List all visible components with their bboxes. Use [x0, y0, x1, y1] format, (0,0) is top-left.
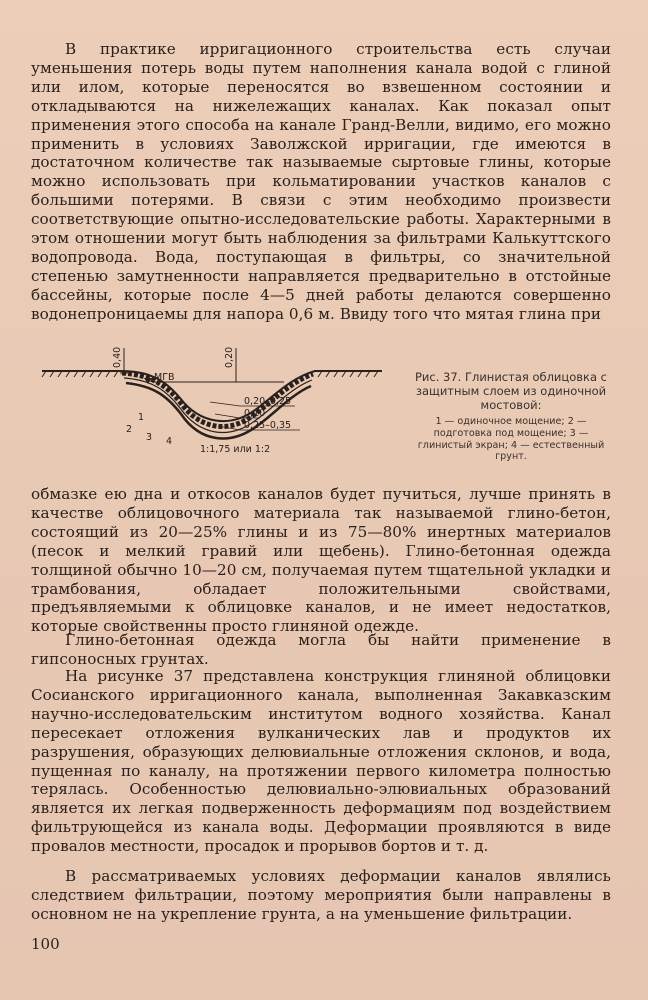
label-water-level: МГВ [154, 372, 175, 383]
label-slope: 1:1,75 или 1:2 [200, 444, 271, 455]
ground-surface [42, 371, 382, 421]
label-num-3: 3 [146, 432, 153, 443]
caption-legend: 1 — одиночное мощение; 2 — подготовка под мощение; 3 — глинистый экран; 4 — естественный грунт. [417, 416, 605, 463]
label-num-2: 2 [126, 424, 133, 435]
label-num-1: 1 [138, 412, 145, 423]
label-dim-right: 0,20 [224, 346, 235, 368]
label-thick-2: 0,10 [244, 408, 266, 419]
label-num-4: 4 [166, 436, 173, 447]
label-dim-left: 0,40 [112, 346, 123, 368]
paragraph-1: В практике ирригационного строительства есть случаи уменьшения потерь воды путем наполнения канала водой с глиной или илом, которые переносятся во взвешенном состоянии и откладываются на нижележащих каналах. Как показал опыт применения этого способа на канале Гранд-Велли, видимо, его можно применить в условиях Заволжской ирригации, где имеются в достаточном количестве так называемые сыртовые глины, которые можно использовать при кольматировании участков каналов с большими потерями. В связи с этим необходимо произвести соответствующие опытно-исследовательские работы. Характерными в этом отношении могут быть наблюдения за фильтрами Калькуттского водопровода. Вода, поступающая в фильтры, со значительной степенью замутненности направляется предварительно в отстойные бассейны, которые после 4—5 дней работы делаются совершенно водонепроницаемы для напора 0,6 м. Ввиду того что мятая глина при [31, 40, 611, 323]
caption-title: Рис. 37. Глинистая облицовка с защитным слоем из одиночной мостовой: [414, 370, 608, 412]
figure-caption [410, 370, 612, 463]
paragraph-4: На рисунке 37 представлена конструкция глиняной облицовки Сосианского ирригационного канала, выполненная Закавказским научно-исследовательским институтом водного хозяйства. Канал пересекает отложения вулканических лав и продуктов их разрушения, образующих делювиальные отложения склонов, и вода, пущенная по каналу, на протяжении первого километра полностью терялась. Особенностью делювиально-элювиальных образований является их легкая подверженность деформациям под воздействием фильтрующейся из канала воды. Деформации проявляются в виде провалов местности, просадок и прорывов бортов и т. д. [31, 667, 611, 856]
paragraph-5: В рассматриваемых условиях деформации каналов являлись следствием фильтрации, поэтому мероприятия были направлены в основном не на укрепление грунта, а на уменьшение фильтрации. [31, 867, 611, 923]
label-thick-3: 0,25–0,35 [244, 420, 292, 431]
paragraph-3: Глино-бетонная одежда могла бы найти применение в гипсоносных грунтах. [31, 631, 611, 668]
paragraph-2: обмазке ею дна и откосов каналов будет пучиться, лучше принять в качестве облицовочного материала так называемой глино-бетон, состоящий из 20—25% глины и из 75—80% инертных материалов (песок и мелкий гравий или щебень). Глино-бетонная одежда толщиной обычно 10—20 см, получаемая путем тщательной укладки и трамбования, обладает положительными свойствами, предъявляемыми к облицовке каналов, и не имеет недостатков, которые свойственны просто глиняной одежде. [31, 485, 611, 636]
canal-cross-section-diagram [40, 340, 385, 480]
figure-37 [40, 340, 610, 480]
page-number: 100 [31, 935, 60, 953]
label-thick-1: 0,20–0,25 [244, 396, 292, 407]
